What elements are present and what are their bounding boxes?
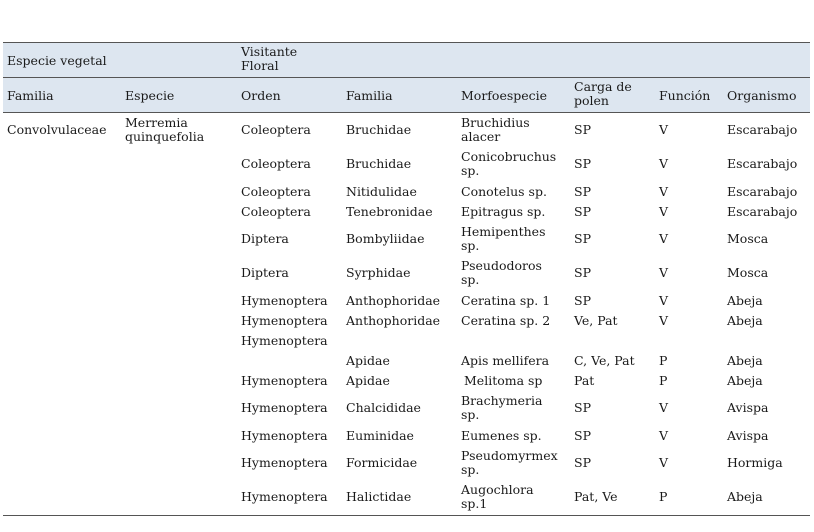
- table-cell-morfoespecie: Bruchidius alacer: [461, 115, 530, 144]
- table-cell-carga: SP: [574, 400, 591, 415]
- table-cell-orden: Hymenoptera: [241, 333, 328, 348]
- table-cell-familia: Anthophoridae: [346, 293, 441, 308]
- table-cell-familia: Bruchidae: [346, 122, 412, 137]
- table-cell-funcion: V: [659, 428, 669, 443]
- table-cell-familia: Anthophoridae: [346, 313, 441, 328]
- table-cell-carga: SP: [574, 428, 591, 443]
- table-body: [3, 113, 810, 515]
- table-cell-morfoespecie: Conicobruchus sp.: [461, 149, 557, 178]
- table-cell-carga: SP: [574, 455, 591, 470]
- table-cell-funcion: V: [659, 265, 669, 280]
- data-table: [3, 42, 810, 516]
- table-cell-carga: SP: [574, 122, 591, 137]
- table-cell-organismo: Escarabajo: [727, 156, 798, 171]
- table-cell-orden: Coleoptera: [241, 184, 311, 199]
- table-cell-familia: Formicidae: [346, 455, 418, 470]
- col-header-orden: Orden: [241, 88, 281, 103]
- table-cell-organismo: Escarabajo: [727, 204, 798, 219]
- table-cell-funcion: V: [659, 400, 669, 415]
- header-row-top: [3, 43, 810, 78]
- col-header-morfoespecie: Morfoespecie: [461, 88, 548, 103]
- table-cell-organismo: Escarabajo: [727, 122, 798, 137]
- table-cell-organismo: Mosca: [727, 265, 769, 280]
- col-header-familia-visitante: Familia: [346, 88, 393, 103]
- table-cell-organismo: Hormiga: [727, 455, 783, 470]
- table-cell-orden: Diptera: [241, 231, 289, 246]
- table-cell-morfoespecie: Pseudodoros sp.: [461, 258, 542, 287]
- table-cell-funcion: V: [659, 455, 669, 470]
- table-cell-organismo: Abeja: [727, 293, 763, 308]
- table-cell-familia: Syrphidae: [346, 265, 411, 280]
- table-cell-funcion: V: [659, 293, 669, 308]
- table-cell-organismo: Abeja: [727, 489, 763, 504]
- table-cell-orden: Hymenoptera: [241, 489, 328, 504]
- header-row-columns: [3, 78, 810, 113]
- table-cell-morfoespecie: Brachymeria sp.: [461, 393, 543, 422]
- table-cell-funcion: V: [659, 122, 669, 137]
- table-cell-familia: Chalcididae: [346, 400, 421, 415]
- table-cell-orden: Hymenoptera: [241, 428, 328, 443]
- table-cell-orden: Hymenoptera: [241, 455, 328, 470]
- table-cell-familia: Euminidae: [346, 428, 414, 443]
- table-cell-morfoespecie: Epitragus sp.: [461, 204, 546, 219]
- table-cell-funcion: V: [659, 231, 669, 246]
- table-cell-carga: SP: [574, 156, 591, 171]
- table-cell-morfoespecie: Apis mellifera: [461, 353, 550, 368]
- table-cell-funcion: V: [659, 204, 669, 219]
- table-cell-carga: Pat, Ve: [574, 489, 618, 504]
- table-cell-familia: Bombyliidae: [346, 231, 425, 246]
- table-cell-familia: Apidae: [346, 353, 390, 368]
- col-header-organismo: Organismo: [727, 88, 797, 103]
- table-cell-morfoespecie: Conotelus sp.: [461, 184, 547, 199]
- table-cell-carga: Ve, Pat: [574, 313, 618, 328]
- col-header-carga-polen: Carga de polen: [574, 79, 632, 108]
- table-cell-carga: SP: [574, 184, 591, 199]
- table-cell-organismo: Avispa: [727, 428, 769, 443]
- table-cell-carga: SP: [574, 204, 591, 219]
- table-cell-familia: Apidae: [346, 373, 390, 388]
- table-cell-organismo: Mosca: [727, 231, 769, 246]
- table-cell-morfoespecie: Ceratina sp. 2: [461, 313, 551, 328]
- table-cell-organismo: Abeja: [727, 353, 763, 368]
- table-cell-familia: Bruchidae: [346, 156, 412, 171]
- table-cell-carga: SP: [574, 265, 591, 280]
- table-cell-morfoespecie: Eumenes sp.: [461, 428, 542, 443]
- table-cell-familia: Nitidulidae: [346, 184, 417, 199]
- col-header-especie: Especie: [125, 88, 175, 103]
- table-cell-funcion: P: [659, 373, 668, 388]
- table-cell-funcion: V: [659, 184, 669, 199]
- table-cell-organismo: Avispa: [727, 400, 769, 415]
- plant-especie: Merremia quinquefolia: [125, 115, 205, 144]
- table-cell-orden: Diptera: [241, 265, 289, 280]
- plant-familia: Convolvulaceae: [7, 122, 107, 137]
- table-cell-organismo: Abeja: [727, 373, 763, 388]
- table-cell-orden: Coleoptera: [241, 156, 311, 171]
- table-cell-morfoespecie: Melitoma sp: [464, 373, 543, 388]
- table-cell-orden: Coleoptera: [241, 204, 311, 219]
- table-cell-morfoespecie: Ceratina sp. 1: [461, 293, 551, 308]
- table-cell-funcion: V: [659, 313, 669, 328]
- table-cell-carga: Pat: [574, 373, 595, 388]
- table-cell-funcion: P: [659, 353, 668, 368]
- table-cell-familia: Tenebronidae: [346, 204, 433, 219]
- table-cell-carga: SP: [574, 231, 591, 246]
- header-especie-vegetal: Especie vegetal: [7, 53, 107, 68]
- table-cell-orden: Hymenoptera: [241, 293, 328, 308]
- col-header-familia: Familia: [7, 88, 54, 103]
- table-cell-morfoespecie: Pseudomyrmex sp.: [461, 448, 558, 477]
- table-cell-organismo: Escarabajo: [727, 184, 798, 199]
- header-visitante-floral: Visitante Floral: [241, 44, 298, 73]
- table-cell-carga: SP: [574, 293, 591, 308]
- table-cell-funcion: V: [659, 156, 669, 171]
- table-cell-organismo: Abeja: [727, 313, 763, 328]
- table-cell-morfoespecie: Augochlora sp.1: [461, 482, 534, 511]
- table-cell-carga: C, Ve, Pat: [574, 353, 635, 368]
- table-cell-familia: Halictidae: [346, 489, 412, 504]
- table-cell-orden: Hymenoptera: [241, 313, 328, 328]
- table-cell-orden: Hymenoptera: [241, 400, 328, 415]
- col-header-funcion: Función: [659, 88, 711, 103]
- table-cell-morfoespecie: Hemipenthes sp.: [461, 224, 546, 253]
- table-cell-orden: Hymenoptera: [241, 373, 328, 388]
- table-cell-funcion: P: [659, 489, 668, 504]
- table-cell-orden: Coleoptera: [241, 122, 311, 137]
